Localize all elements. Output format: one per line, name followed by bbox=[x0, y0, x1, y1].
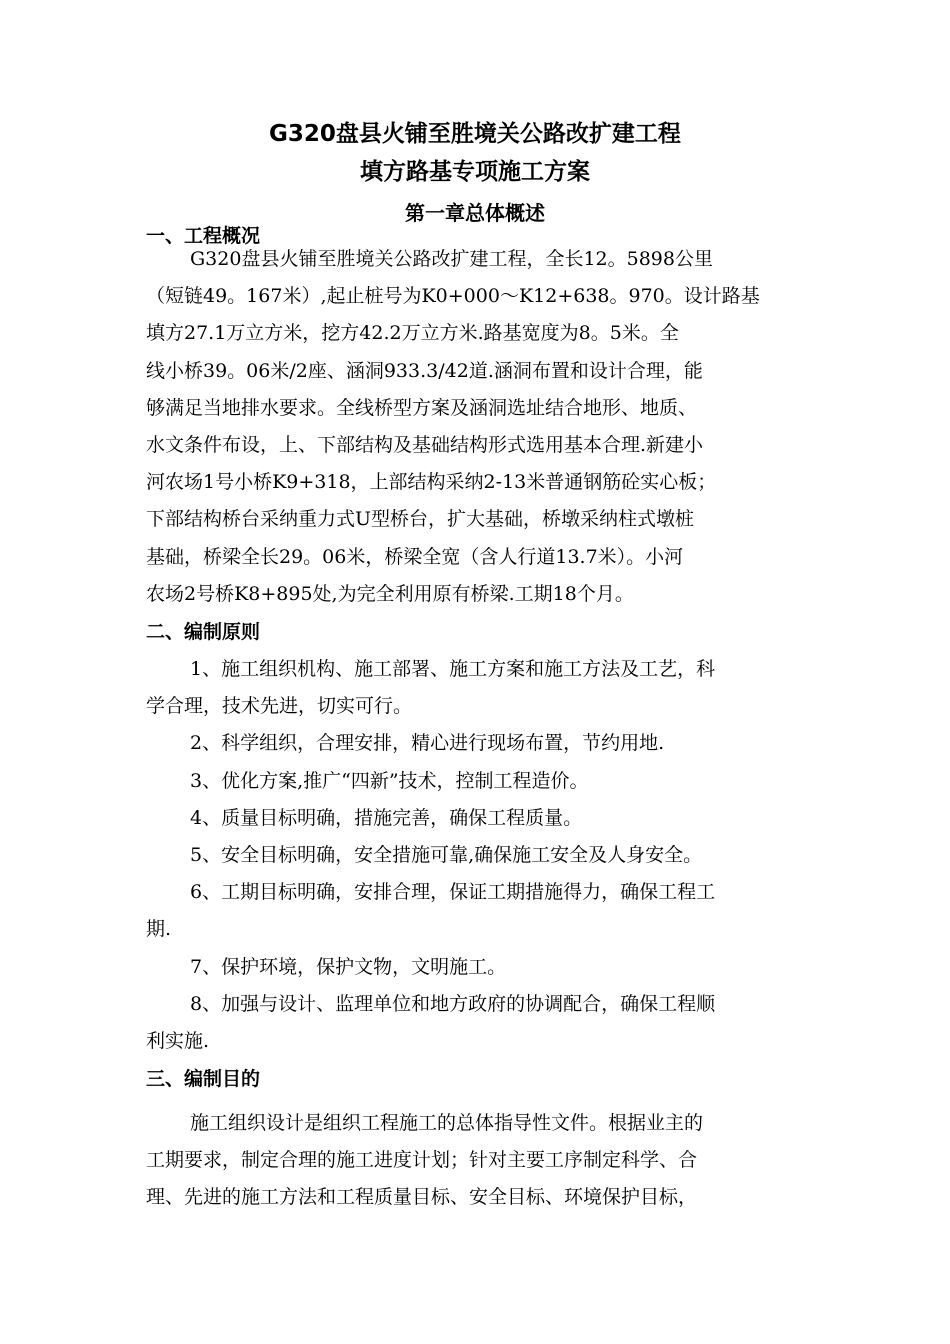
list-item-line: 2、科学组织，合理安排，精心进行现场布置，节约用地. bbox=[190, 732, 665, 755]
list-item-line: 3、优化方案,推广“四新”技术，控制工程造价。 bbox=[190, 769, 589, 792]
list-item-line: 4、质量目标明确，措施完善，确保工程质量。 bbox=[190, 806, 583, 829]
list-item-line: 7、保护环境，保护文物，文明施工。 bbox=[190, 955, 507, 978]
section-heading-purpose: 三、编制目的 bbox=[146, 1068, 261, 1090]
chapter-title: 第一章总体概述 bbox=[405, 201, 545, 225]
paragraph-line: 理、先进的施工方法和工程质量目标、安全目标、环境保护目标， bbox=[146, 1186, 698, 1209]
paragraph-line: 农场2号桥K8+895处,为完全利用原有桥梁.工期18个月。 bbox=[146, 582, 634, 605]
principles-list bbox=[146, 651, 806, 1060]
paragraph-line: 够满足当地排水要求。全线桥型方案及涵洞选址结合地形、地质、 bbox=[146, 396, 698, 419]
paragraph-line: 河农场1号小桥K9+318，上部结构采纳2-13米普通钢筋砼实心板； bbox=[146, 471, 717, 494]
paragraph-line: 填方27.1万立方米，挖方42.2万立方米.路基宽度为8。5米。全 bbox=[146, 322, 679, 345]
paragraph-line: 线小桥39。06米/2座、涵洞933.3/42道.涵洞布置和设计合理，能 bbox=[146, 359, 703, 382]
list-item-line: 期. bbox=[146, 918, 172, 941]
list-item-line: 5、安全目标明确，安全措施可靠,确保施工安全及人身安全。 bbox=[190, 844, 703, 867]
list-item-line: 利实施. bbox=[146, 1030, 210, 1053]
list-item-line: 1、施工组织机构、施工部署、施工方案和施工方法及工艺，科 bbox=[190, 658, 716, 680]
section-heading-overview: 一、工程概况 bbox=[146, 225, 261, 247]
section-heading-principles: 二、编制原则 bbox=[146, 621, 261, 643]
document-title-line-1: G320盘县火铺至胜境关公路改扩建工程 bbox=[269, 121, 681, 147]
paragraph-line: 工期要求，制定合理的施工进度计划；针对主要工序制定科学、合 bbox=[146, 1149, 698, 1172]
paragraph-line: 基础，桥梁全长29。06米，桥梁全宽（含人行道13.7米）。小河 bbox=[146, 545, 684, 568]
list-item-line: 学合理，技术先进，切实可行。 bbox=[146, 695, 413, 718]
list-item-line: 6、工期目标明确，安排合理，保证工期措施得力，确保工程工 bbox=[190, 881, 716, 904]
purpose-paragraph bbox=[146, 1105, 806, 1217]
document-title-line-2: 填方路基专项施工方案 bbox=[360, 159, 590, 185]
paragraph-line: 施工组织设计是组织工程施工的总体指导性文件。根据业主的 bbox=[190, 1112, 704, 1134]
paragraph-line: G320盘县火铺至胜境关公路改扩建工程，全长12。5898公里 bbox=[190, 248, 713, 270]
paragraph-line: （短链49。167米）,起止桩号为K0+000～K12+638。970。设计路基 bbox=[146, 285, 760, 308]
paragraph-line: 下部结构桥台采纳重力式U型桥台，扩大基础，桥墩采纳柱式墩桩 bbox=[146, 508, 695, 531]
list-item-line: 8、加强与设计、监理单位和地方政府的协调配合，确保工程顺 bbox=[190, 992, 716, 1015]
overview-paragraph bbox=[146, 241, 806, 613]
paragraph-line: 水文条件布设，上、下部结构及基础结构形式选用基本合理.新建小 bbox=[146, 434, 704, 457]
